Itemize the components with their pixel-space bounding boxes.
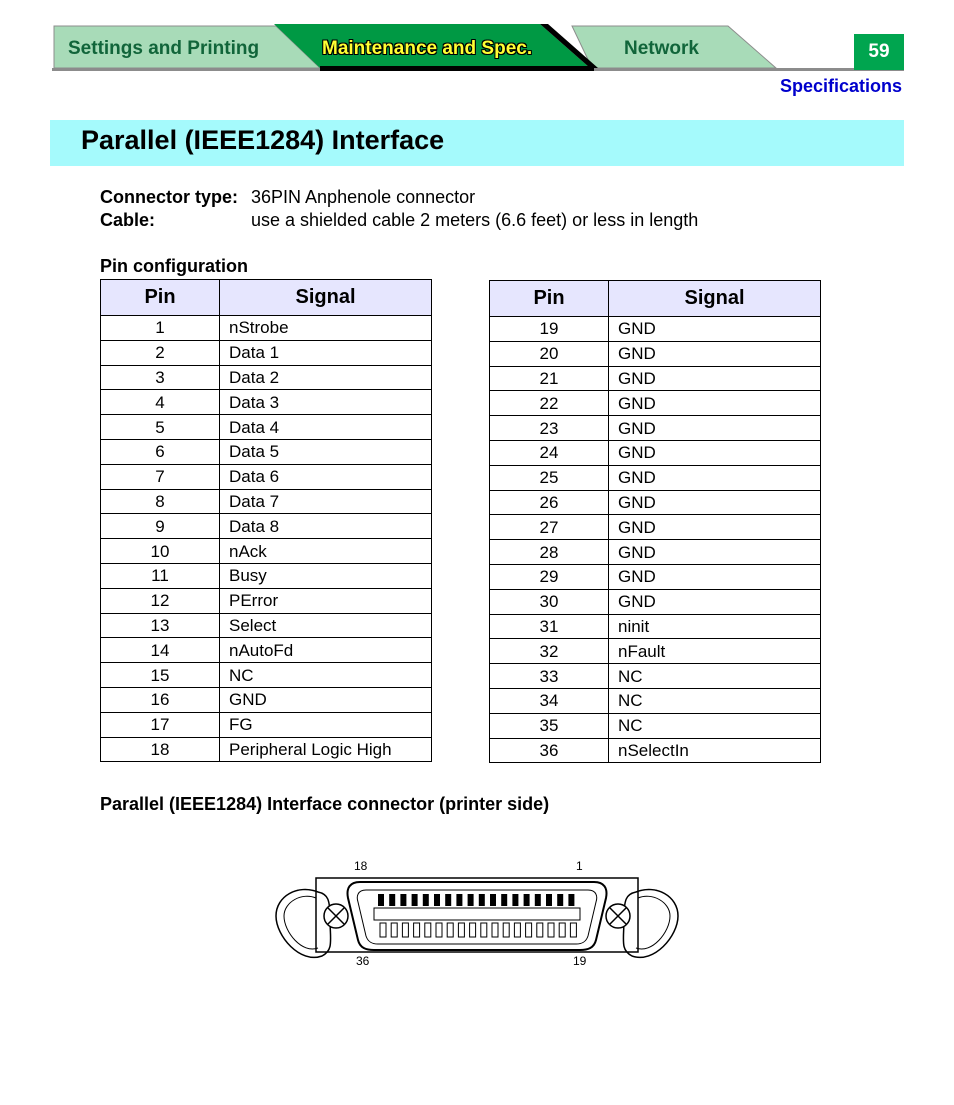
contact-pin-bottom <box>380 923 386 937</box>
contact-pin-bottom <box>391 923 397 937</box>
contact-pin-top <box>423 894 429 906</box>
connector-diagram <box>270 856 684 979</box>
centronics-connector-illustration <box>270 856 684 974</box>
signal-name-cell: GND <box>609 317 821 342</box>
contact-pin-bottom <box>559 923 565 937</box>
table-row <box>101 464 432 489</box>
table-row <box>490 639 821 664</box>
table-row <box>490 515 821 540</box>
signal-name-cell: NC <box>609 664 821 689</box>
contact-pin-top <box>535 894 541 906</box>
pin-number-cell: 27 <box>490 515 609 540</box>
table-row <box>490 391 821 416</box>
table-row <box>490 664 821 689</box>
table-row <box>101 737 432 762</box>
header-pin: Pin <box>101 280 220 316</box>
signal-name-cell: PError <box>220 588 432 613</box>
header-signal: Signal <box>609 281 821 317</box>
contact-pin-bottom <box>481 923 487 937</box>
pin-number-cell: 15 <box>101 663 220 688</box>
signal-name-cell: Data 5 <box>220 439 432 464</box>
table-row <box>101 415 432 440</box>
section-tab-bar <box>52 24 904 72</box>
contact-pin-bottom <box>470 923 476 937</box>
signal-name-cell: GND <box>220 687 432 712</box>
pin-number-cell: 36 <box>490 738 609 763</box>
contact-pin-top <box>378 894 384 906</box>
pin-number-cell: 2 <box>101 340 220 365</box>
contact-pin-bottom <box>402 923 408 937</box>
pin-number-cell: 29 <box>490 564 609 589</box>
pin-number-cell: 13 <box>101 613 220 638</box>
spec-key: Connector type: <box>100 187 239 207</box>
signal-name-cell: GND <box>609 391 821 416</box>
pin-number-cell: 21 <box>490 366 609 391</box>
table-row <box>490 713 821 738</box>
contact-pin-top <box>445 894 451 906</box>
signal-name-cell: nSelectIn <box>609 738 821 763</box>
signal-name-cell: NC <box>609 713 821 738</box>
pin-number-cell: 20 <box>490 341 609 366</box>
table-header-row <box>490 281 821 317</box>
signal-name-cell: GND <box>609 416 821 441</box>
signal-name-cell: Data 2 <box>220 365 432 390</box>
connector-heading: Parallel (IEEE1284) Interface connector (printer side) <box>100 794 550 814</box>
contact-pin-top <box>479 894 485 906</box>
signal-name-cell: GND <box>609 440 821 465</box>
signal-name-cell: Peripheral Logic High <box>220 737 432 762</box>
signal-name-cell: ninit <box>609 614 821 639</box>
table-row <box>101 439 432 464</box>
header-signal: Signal <box>220 280 432 316</box>
contact-pin-top <box>501 894 507 906</box>
signal-name-cell: FG <box>220 712 432 737</box>
table-row <box>490 688 821 713</box>
table-row <box>101 514 432 539</box>
spec-value: use a shielded cable 2 meters (6.6 feet) or less in length <box>251 210 699 230</box>
signal-name-cell: GND <box>609 540 821 565</box>
pin-number-cell: 22 <box>490 391 609 416</box>
table-header-row <box>101 280 432 316</box>
signal-name-cell: NC <box>220 663 432 688</box>
signal-name-cell: Select <box>220 613 432 638</box>
signal-name-cell: Data 6 <box>220 464 432 489</box>
table-row <box>490 614 821 639</box>
pin-number-cell: 1 <box>101 316 220 341</box>
signal-name-cell: Data 3 <box>220 390 432 415</box>
tab-settings-and-printing[interactable]: Settings and Printing <box>68 38 260 59</box>
signal-name-cell: GND <box>609 465 821 490</box>
table-row <box>101 340 432 365</box>
contact-pin-bottom <box>458 923 464 937</box>
label-pin-1: 1 <box>576 859 583 873</box>
contact-pin-top <box>434 894 440 906</box>
signal-name-cell: GND <box>609 341 821 366</box>
pin-number-cell: 28 <box>490 540 609 565</box>
signal-name-cell: Data 7 <box>220 489 432 514</box>
pin-number-cell: 16 <box>101 687 220 712</box>
contact-pin-bottom <box>436 923 442 937</box>
pin-number-cell: 3 <box>101 365 220 390</box>
table-row <box>490 564 821 589</box>
pin-number-cell: 6 <box>101 439 220 464</box>
contact-pin-top <box>389 894 395 906</box>
table-row <box>490 738 821 763</box>
table-row <box>101 563 432 588</box>
table-row <box>490 589 821 614</box>
pin-number-cell: 33 <box>490 664 609 689</box>
table-row <box>101 638 432 663</box>
signal-name-cell: Data 1 <box>220 340 432 365</box>
contact-pin-bottom <box>503 923 509 937</box>
table-row <box>101 663 432 688</box>
pin-number-cell: 31 <box>490 614 609 639</box>
table-row <box>490 465 821 490</box>
table-row <box>490 366 821 391</box>
table-row <box>490 540 821 565</box>
tab-maintenance-and-spec[interactable]: Maintenance and Spec. <box>322 38 533 59</box>
contact-pin-bottom <box>425 923 431 937</box>
table-row <box>101 316 432 341</box>
pin-number-cell: 11 <box>101 563 220 588</box>
pin-configuration-heading: Pin configuration <box>100 256 248 276</box>
pin-number-cell: 5 <box>101 415 220 440</box>
signal-name-cell: GND <box>609 366 821 391</box>
contact-pin-bottom <box>514 923 520 937</box>
signal-name-cell: nFault <box>609 639 821 664</box>
contact-pin-bottom <box>570 923 576 937</box>
pin-number-cell: 23 <box>490 416 609 441</box>
label-pin-18: 18 <box>354 859 368 873</box>
pin-table-right <box>489 280 821 763</box>
contact-pin-top <box>512 894 518 906</box>
pin-number-cell: 10 <box>101 539 220 564</box>
header-pin: Pin <box>490 281 609 317</box>
title-band <box>50 120 904 166</box>
table-row <box>101 365 432 390</box>
tab-network[interactable]: Network <box>624 38 699 59</box>
contact-pin-bottom <box>548 923 554 937</box>
pin-number-cell: 26 <box>490 490 609 515</box>
page-number-badge: 59 <box>854 34 904 70</box>
pin-number-cell: 30 <box>490 589 609 614</box>
pin-number-cell: 24 <box>490 440 609 465</box>
table-row <box>101 613 432 638</box>
contact-pin-top <box>400 894 406 906</box>
pin-number-cell: 35 <box>490 713 609 738</box>
contact-pin-top <box>412 894 418 906</box>
signal-name-cell: Busy <box>220 563 432 588</box>
pin-number-cell: 9 <box>101 514 220 539</box>
table-row <box>490 317 821 342</box>
pin-number-cell: 19 <box>490 317 609 342</box>
table-row <box>490 440 821 465</box>
spec-key: Cable: <box>100 210 156 230</box>
table-row <box>101 390 432 415</box>
contact-pin-top <box>557 894 563 906</box>
table-row <box>490 341 821 366</box>
signal-name-cell: nAutoFd <box>220 638 432 663</box>
pin-table-left <box>100 279 432 762</box>
contact-pin-top <box>546 894 552 906</box>
pin-number-cell: 34 <box>490 688 609 713</box>
page-title: Parallel (IEEE1284) Interface <box>81 125 445 155</box>
table-row <box>490 416 821 441</box>
label-pin-36: 36 <box>356 954 370 968</box>
signal-name-cell: GND <box>609 589 821 614</box>
pin-number-cell: 7 <box>101 464 220 489</box>
breadcrumb-specifications-link[interactable]: Specifications <box>779 76 902 96</box>
pin-number-cell: 25 <box>490 465 609 490</box>
contact-pin-bottom <box>414 923 420 937</box>
pin-number-cell: 8 <box>101 489 220 514</box>
signal-name-cell: NC <box>609 688 821 713</box>
table-row <box>101 588 432 613</box>
spec-value: 36PIN Anphenole connector <box>251 187 476 207</box>
table-row <box>490 490 821 515</box>
table-row <box>101 489 432 514</box>
label-pin-19: 19 <box>573 954 587 968</box>
contact-pin-bottom <box>526 923 532 937</box>
contact-pin-top <box>524 894 530 906</box>
signal-name-cell: GND <box>609 564 821 589</box>
signal-name-cell: GND <box>609 490 821 515</box>
contact-pin-top <box>468 894 474 906</box>
signal-name-cell: Data 8 <box>220 514 432 539</box>
contact-pin-bottom <box>447 923 453 937</box>
pin-number-cell: 4 <box>101 390 220 415</box>
table-row <box>101 687 432 712</box>
pin-number-cell: 32 <box>490 639 609 664</box>
signal-name-cell: nAck <box>220 539 432 564</box>
contact-pin-top <box>490 894 496 906</box>
table-row <box>101 539 432 564</box>
pin-number-cell: 14 <box>101 638 220 663</box>
pin-number-cell: 12 <box>101 588 220 613</box>
signal-name-cell: GND <box>609 515 821 540</box>
contact-pin-top <box>568 894 574 906</box>
pin-number-cell: 18 <box>101 737 220 762</box>
contact-pin-top <box>456 894 462 906</box>
contact-pin-bottom <box>492 923 498 937</box>
signal-name-cell: nStrobe <box>220 316 432 341</box>
table-row <box>101 712 432 737</box>
contact-pin-bottom <box>537 923 543 937</box>
pin-number-cell: 17 <box>101 712 220 737</box>
signal-name-cell: Data 4 <box>220 415 432 440</box>
